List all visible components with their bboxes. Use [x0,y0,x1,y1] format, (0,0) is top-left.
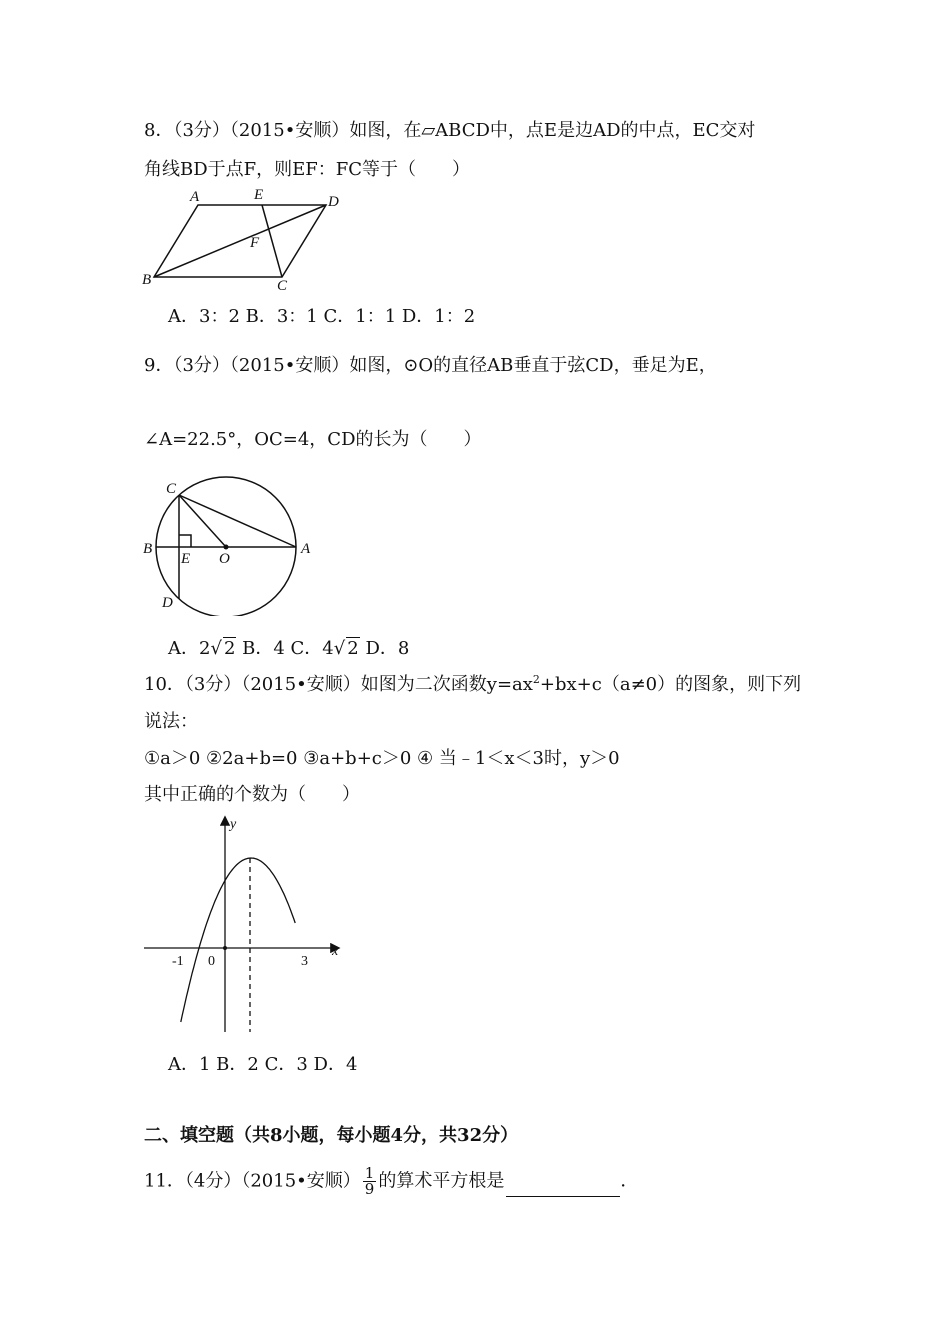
q10-line1-pre: 10．（3分）（2015•安顺）如图为二次函数y=ax [144,674,533,695]
q9-line1: 9．（3分）（2015•安顺）如图，⊙O的直径AB垂直于弦CD，垂足为E， [144,355,717,376]
label-a: A [190,189,200,205]
q11-frac-den: 9 [364,1180,375,1198]
label-d: D [328,194,339,210]
diagonal-bd [154,205,326,277]
label-c: C [166,481,177,497]
q10-line4: 其中正确的个数为（ ） [144,784,360,805]
segment-ec [262,205,282,277]
q8-line2: 角线BD于点F，则EF：FC等于（ ） [144,159,471,180]
label-zero: 0 [208,954,215,969]
q9-circle-figure [138,474,328,616]
q9-option-d: D．8 [365,638,410,659]
q11-fraction [363,1166,377,1197]
label-f: F [250,235,260,251]
q11-suffix: 的算术平方根是 [378,1170,505,1192]
q8-options: A．3：2 B．3：1 C．1：1 D．1：2 [168,306,476,327]
label-b: B [143,541,153,557]
q10-line3: ①a＞0 ②2a+b=0 ③a+b+c＞0 ④ 当﹣1＜x＜3时，y＞0 [144,748,620,769]
q9-option-c-root: 2 [347,638,359,659]
q9-option-a-prefix: A．2 [168,638,211,659]
segment-ca [179,495,296,547]
label-three: 3 [301,954,308,969]
center-dot [224,545,229,550]
q9-option-a-root: 2 [223,638,236,659]
label-x: x [332,944,339,959]
label-o: O [219,551,230,567]
right-angle-mark [179,535,191,547]
label-a: A [301,541,311,557]
label-e: E [181,551,191,567]
q10-line2: 说法： [144,711,198,732]
sqrt-icon: √ [210,638,222,659]
q10-superscript: 2 [532,673,540,686]
q10-line1-post: +bx+c（a≠0）的图象，则下列 [539,674,802,695]
q11-end: ． [620,1170,639,1192]
q9-options [168,634,409,660]
q10-line1 [144,670,801,696]
q11-prefix: 11．（4分）（2015•安顺） [144,1170,361,1192]
label-e: E [254,187,264,203]
label-c: C [277,278,288,294]
q9-line2: ∠A=22.5°，OC=4，CD的长为（ ） [144,429,482,450]
origin-dot [223,946,227,950]
label-y: y [230,817,237,832]
label-d: D [162,595,173,611]
label-neg1: -1 [172,954,184,969]
segment-oc [179,495,226,547]
q8-line1: 8．（3分）（2015•安顺）如图，在▱ABCD中，点E是边AD的中点，EC交对 [144,120,756,141]
label-b: B [142,272,152,288]
q10-parabola-figure [138,812,363,1038]
q8-parallelogram-figure [138,184,358,294]
sqrt-icon: √ [333,638,346,659]
section2-title: 二、填空题（共8小题，每小题4分，共32分） [144,1125,519,1146]
q11-frac-num: 1 [364,1164,375,1182]
answer-blank[interactable] [506,1178,620,1197]
q11-line [144,1166,638,1197]
q10-options: A．1 B．2 C．3 D．4 [168,1054,358,1075]
q9-option-bc: B．4 C．4 [242,638,334,659]
parabola-curve [181,858,295,1022]
